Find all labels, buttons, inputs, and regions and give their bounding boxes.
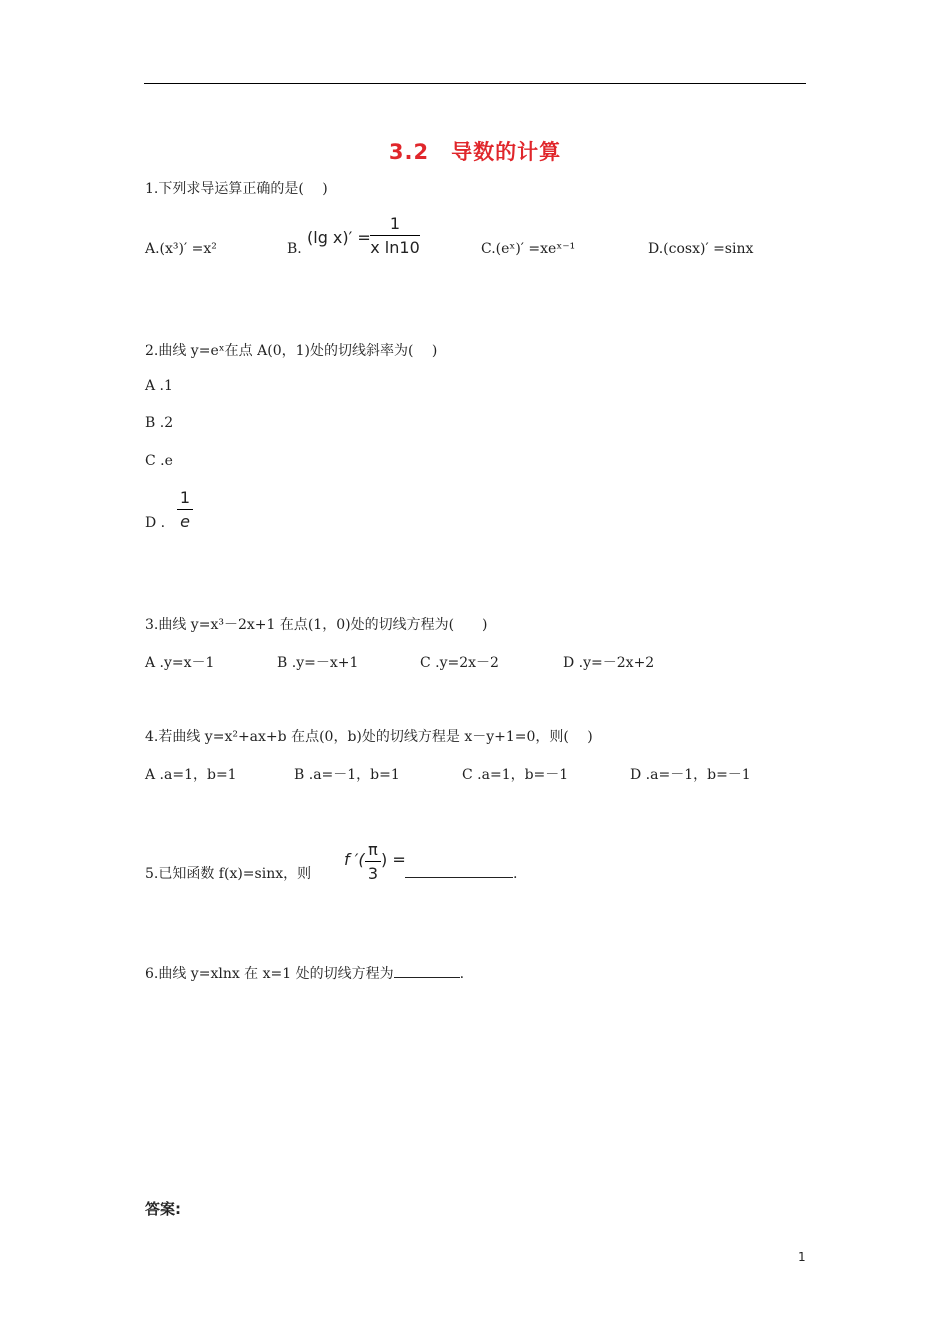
question-6-stem-line xyxy=(145,963,464,983)
question-5-period: . xyxy=(513,866,518,882)
question-1-option-b-label: B. xyxy=(287,241,302,257)
question-4-stem: 4.若曲线 y=x²+ax+b 在点(0，b)处的切线方程是 x－y+1=0，则( ) xyxy=(145,729,593,745)
question-3-option-d: D .y=－2x+2 xyxy=(563,655,655,671)
question-4-option-d: D .a=－1，b=－1 xyxy=(630,767,751,783)
fraction-denominator: x ln10 xyxy=(370,238,420,257)
question-1-stem: 1.下列求导运算正确的是( ) xyxy=(145,181,328,197)
fraction-bar xyxy=(177,509,193,510)
question-5-stem: 5.已知函数 f(x)=sinx，则 xyxy=(145,866,312,882)
question-2-option-d-label: D . xyxy=(145,515,166,531)
question-3-option-b: B .y=－x+1 xyxy=(277,655,359,671)
question-2-option-c: C .e xyxy=(145,453,173,469)
question-1-option-b-lhs: (lg x)′ = xyxy=(307,228,371,247)
page-number: 1 xyxy=(798,1250,806,1264)
question-1-option-d: D.(cosx)′ =sinx xyxy=(648,241,754,257)
question-2-option-d-fraction xyxy=(177,488,193,531)
question-3-stem: 3.曲线 y=x³－2x+1 在点(1，0)处的切线方程为( ) xyxy=(145,617,488,633)
question-2-option-a: A .1 xyxy=(145,378,173,394)
fraction-numerator: π xyxy=(368,840,378,859)
fraction-numerator: 1 xyxy=(179,488,191,507)
question-5-answer-area xyxy=(405,863,517,882)
fraction-bar xyxy=(370,235,420,236)
fraction-denominator: e xyxy=(180,512,190,531)
question-5-f-prime: f ′( xyxy=(344,850,365,869)
question-3-option-c: C .y=2x－2 xyxy=(420,655,499,671)
question-4-option-b: B .a=－1，b=1 xyxy=(294,767,400,783)
question-2-option-b: B .2 xyxy=(145,415,174,431)
fraction-numerator: 1 xyxy=(389,214,401,233)
question-6-stem: 6.曲线 y=xlnx 在 x=1 处的切线方程为 xyxy=(145,966,394,982)
header-rule xyxy=(144,83,806,84)
question-6-answer-blank[interactable] xyxy=(394,963,460,978)
question-3-option-a: A .y=x－1 xyxy=(145,655,215,671)
question-1-option-b-fraction xyxy=(370,214,420,257)
question-5-close: ) = xyxy=(381,850,406,869)
question-4-option-a: A .a=1，b=1 xyxy=(145,767,237,783)
question-5-answer-blank[interactable] xyxy=(405,863,513,878)
question-4-option-c: C .a=1，b=－1 xyxy=(462,767,569,783)
answer-heading: 答案: xyxy=(145,1200,181,1218)
question-6-period: . xyxy=(459,966,465,982)
fraction-denominator: 3 xyxy=(367,864,379,883)
page-title: 3.2 导数的计算 xyxy=(388,140,562,164)
fraction-bar xyxy=(365,861,381,862)
question-1-option-a: A.(x³)′ =x² xyxy=(145,241,217,257)
question-1-option-c: C.(eˣ)′ =xeˣ⁻¹ xyxy=(481,241,576,257)
question-2-stem: 2.曲线 y=eˣ在点 A(0，1)处的切线斜率为( ) xyxy=(145,343,438,359)
question-5-fraction xyxy=(365,840,381,883)
